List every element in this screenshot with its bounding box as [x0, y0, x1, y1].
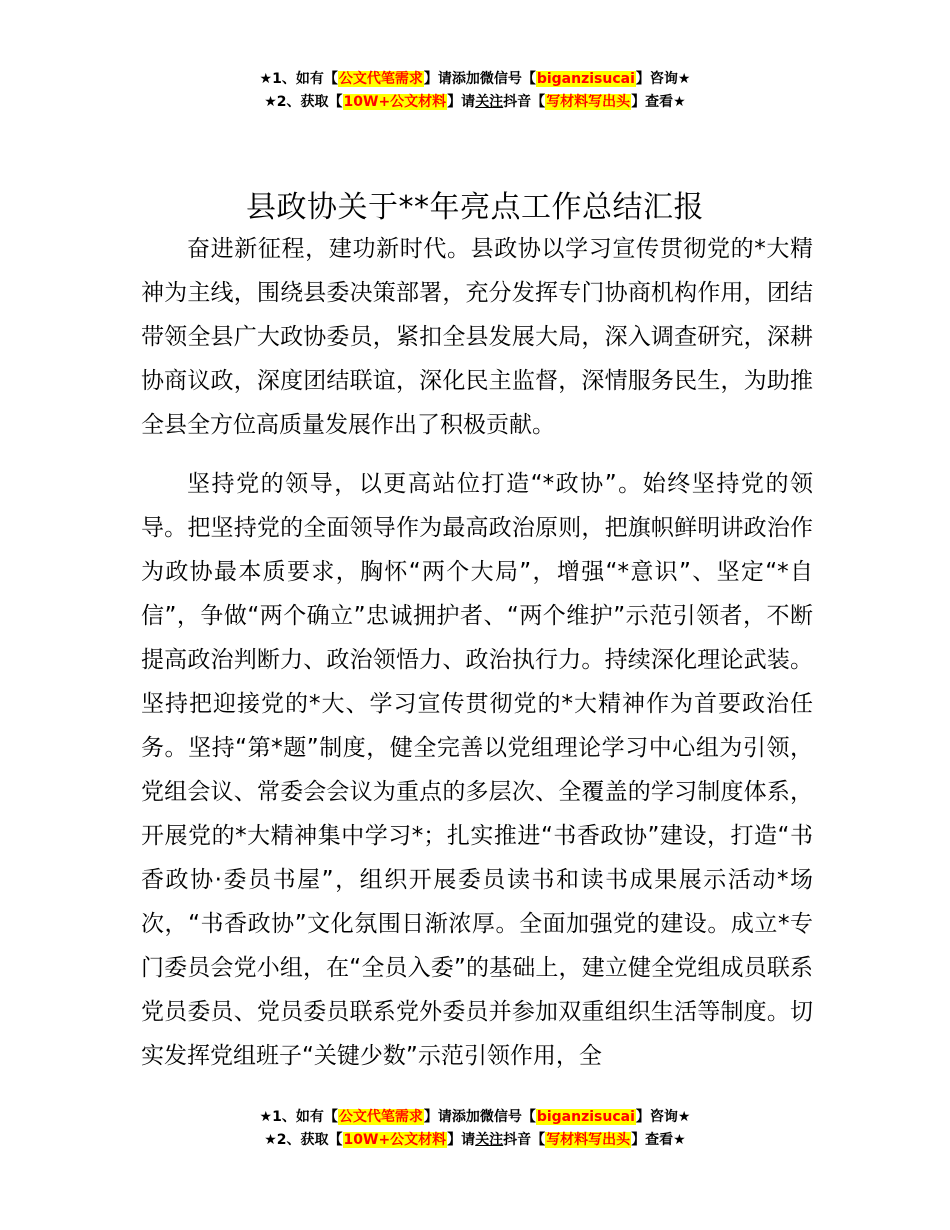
banner-text: ★1、如有【: [259, 71, 338, 87]
banner-text: 抖音【: [503, 94, 546, 110]
highlight-materials: 10W+公文材料: [343, 94, 447, 110]
highlight-wechat-id: biganzisucai: [536, 71, 635, 87]
banner-text: 】请添加微信号【: [423, 71, 536, 87]
banner-line-1: [0, 68, 950, 91]
highlight-douyin: 写材料写出头: [546, 94, 631, 110]
document-body: [141, 227, 813, 1093]
banner-text: ★2、获取【: [264, 94, 343, 110]
banner-text: ★2、获取【: [264, 1132, 343, 1148]
banner-text: 】查看★: [631, 94, 686, 110]
highlight-materials: 10W+公文材料: [343, 1132, 447, 1148]
banner-text: 】请添加微信号【: [423, 1109, 536, 1125]
highlight-service: 公文代笔需求: [338, 71, 423, 87]
highlight-douyin: 写材料写出头: [546, 1132, 631, 1148]
banner-line-2: [0, 91, 950, 114]
banner-line-2: [0, 1129, 950, 1152]
banner-line-1: [0, 1106, 950, 1129]
highlight-service: 公文代笔需求: [338, 1109, 423, 1125]
underlined-follow: 关注: [475, 94, 504, 110]
document-title: 县政协关于**年亮点工作总结汇报: [246, 190, 704, 226]
banner-text: 】请: [447, 1132, 476, 1148]
underlined-follow: 关注: [475, 1132, 504, 1148]
paragraph-intro: 奋进新征程，建功新时代。县政协以学习宣传贯彻党的*大精神为主线，围绕县委决策部署，充分发挥专门协商机构作用，团结带领全县广大政协委员，紧扣全县发展大局，深入调查研究，深耕协商议政，深度团结联谊，深化民主监督，深情服务民生，为助推全县全方位高质量发展作出了积极贡献。: [141, 236, 813, 438]
paragraph-party-leadership: 坚持党的领导，以更高站位打造“*政协”。始终坚持党的领导。把坚持党的全面领导作为最高政治原则，把旗帜鲜明讲政治作为政协最本质要求，胸怀“两个大局”，增强“*意识”、坚定“*自信”，争做“两个确立”忠诚拥护者、“两个维护”示范引领者，不断提高政治判断力、政治领悟力、政治执行力。持续深化理论武装。坚持把迎接党的*大、学习宣传贯彻党的*大精神作为首要政治任务。坚持“第*题”制度，健全完善以党组理论学习中心组为引领，党组会议、常委会会议为重点的多层次、全覆盖的学习制度体系，开展党的*大精神集中学习*；扎实推进“书香政协”建设，打造“书香政协·委员书屋”，组织开展委员读书和读书成果展示活动*场次，“书香政协”文化氛围日渐浓厚。全面加强党的建设。成立*专门委员会党小组，在“全员入委”的基础上，建立健全党组成员联系党员委员、党员委员联系党外委员并参加双重组织生活等制度。切实发挥党组班子“关键少数”示范引领作用，全: [141, 471, 813, 1069]
banner-text: 】查看★: [631, 1132, 686, 1148]
banner-text: 抖音【: [503, 1132, 546, 1148]
banner-text: ★1、如有【: [259, 1109, 338, 1125]
bottom-banner: [0, 1106, 950, 1152]
banner-text: 】咨询★: [635, 1109, 691, 1125]
highlight-wechat-id: biganzisucai: [536, 1109, 635, 1125]
banner-text: 】咨询★: [635, 71, 691, 87]
top-banner: [0, 68, 950, 114]
banner-text: 】请: [447, 94, 476, 110]
